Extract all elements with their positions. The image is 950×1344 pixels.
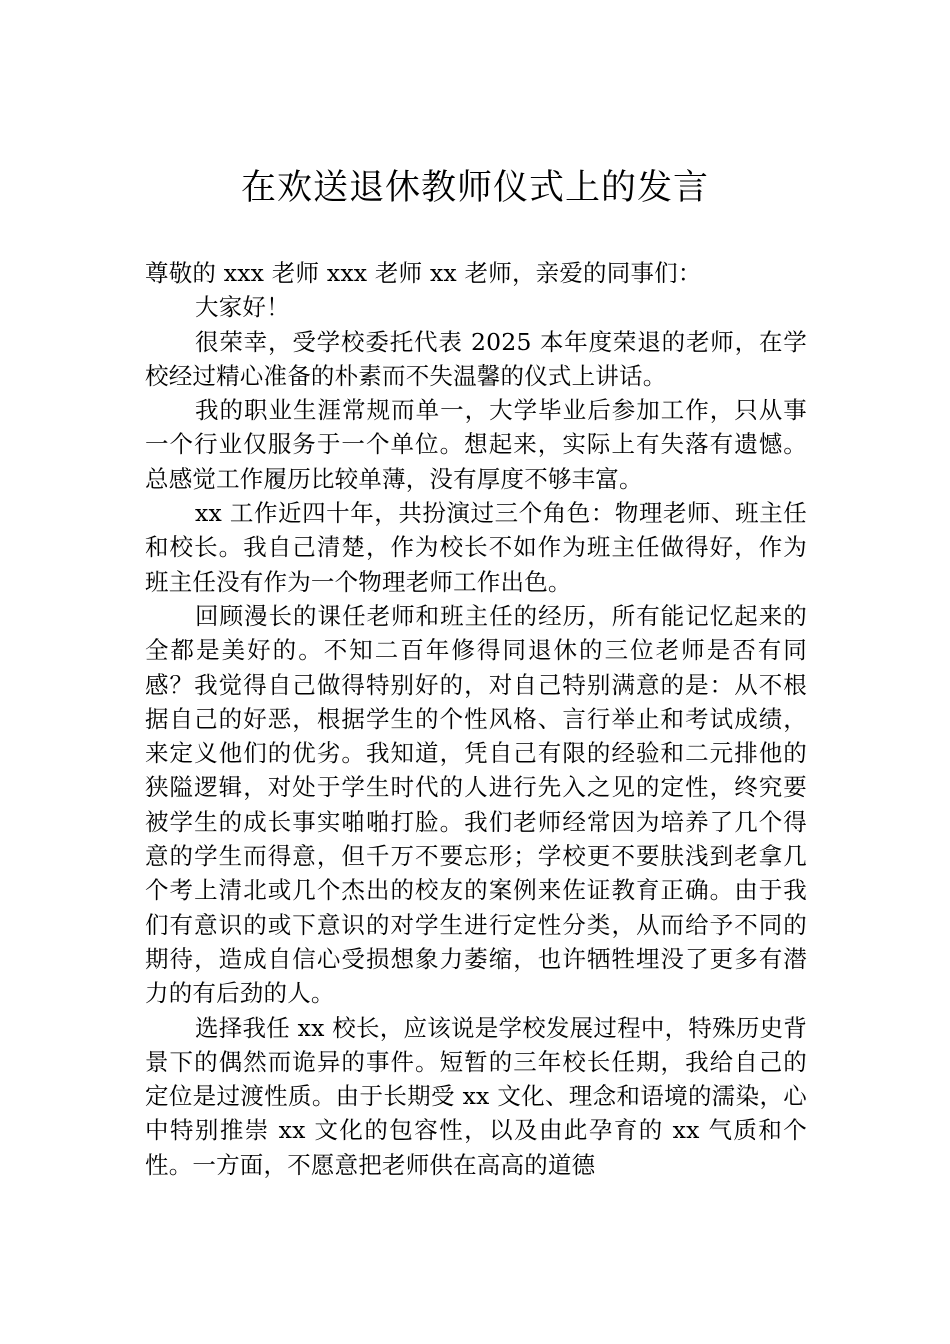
document-title: 在欢送退休教师仪式上的发言 [240,168,709,208]
salutation: 尊敬的 xxx 老师 xxx 老师 xx 老师，亲爱的同事们： [145,259,702,287]
paragraph: xx 工作近四十年，共扮演过三个角色：物理老师、班主任和校长。我自己清楚，作为校长不如作为班主任做得好，作为班主任没有作为一个物理老师工作出色。 [145,499,807,596]
paragraph: 很荣幸，受学校委托代表 2025 本年度荣退的老师，在学校经过精心准备的朴素而不失温馨的仪式上讲话。 [145,327,807,390]
paragraph: 回顾漫长的课任老师和班主任的经历，所有能记忆起来的全都是美好的。不知二百年修得同退休的三位老师是否有同感？我觉得自己做得特别好的，对自己特别满意的是：从不根据自己的好恶，根据学生的个性风格、言行举止和考试成绩，来定义他们的优劣。我知道，凭自己有限的经验和二元排他的狭隘逻辑，对处于学生时代的人进行先入之见的定性，终究要被学生的成长事实啪啪打脸。我们老师经常因为培养了几个得意的学生而得意，但千万不要忘形；学校更不要肤浅到老拿几个考上清北或几个杰出的校友的案例来佐证教育正确。由于我们有意识的或下意识的对学生进行定性分类，从而给予不同的期待，造成自信心受损想象力萎缩，也许牺牲埋没了更多有潜力的有后劲的人。 [145,601,807,1008]
paragraph: 我的职业生涯常规而单一，大学毕业后参加工作，只从事一个行业仅服务于一个单位。想起来，实际上有失落有遗憾。总感觉工作履历比较单薄，没有厚度不够丰富。 [145,396,807,493]
document-body [145,256,807,1182]
paragraph: 选择我任 xx 校长，应该说是学校发展过程中，特殊历史背景下的偶然而诡异的事件。短暂的三年校长任期，我给自己的定位是过渡性质。由于长期受 xx 文化、理念和语境的濡染，心中特别推崇 xx 文化的包容性，以及由此孕育的 xx 气质和个性。一方面，不愿意把老师供在高高的道德 [145,1013,807,1179]
paragraph: 大家好！ [195,293,290,322]
